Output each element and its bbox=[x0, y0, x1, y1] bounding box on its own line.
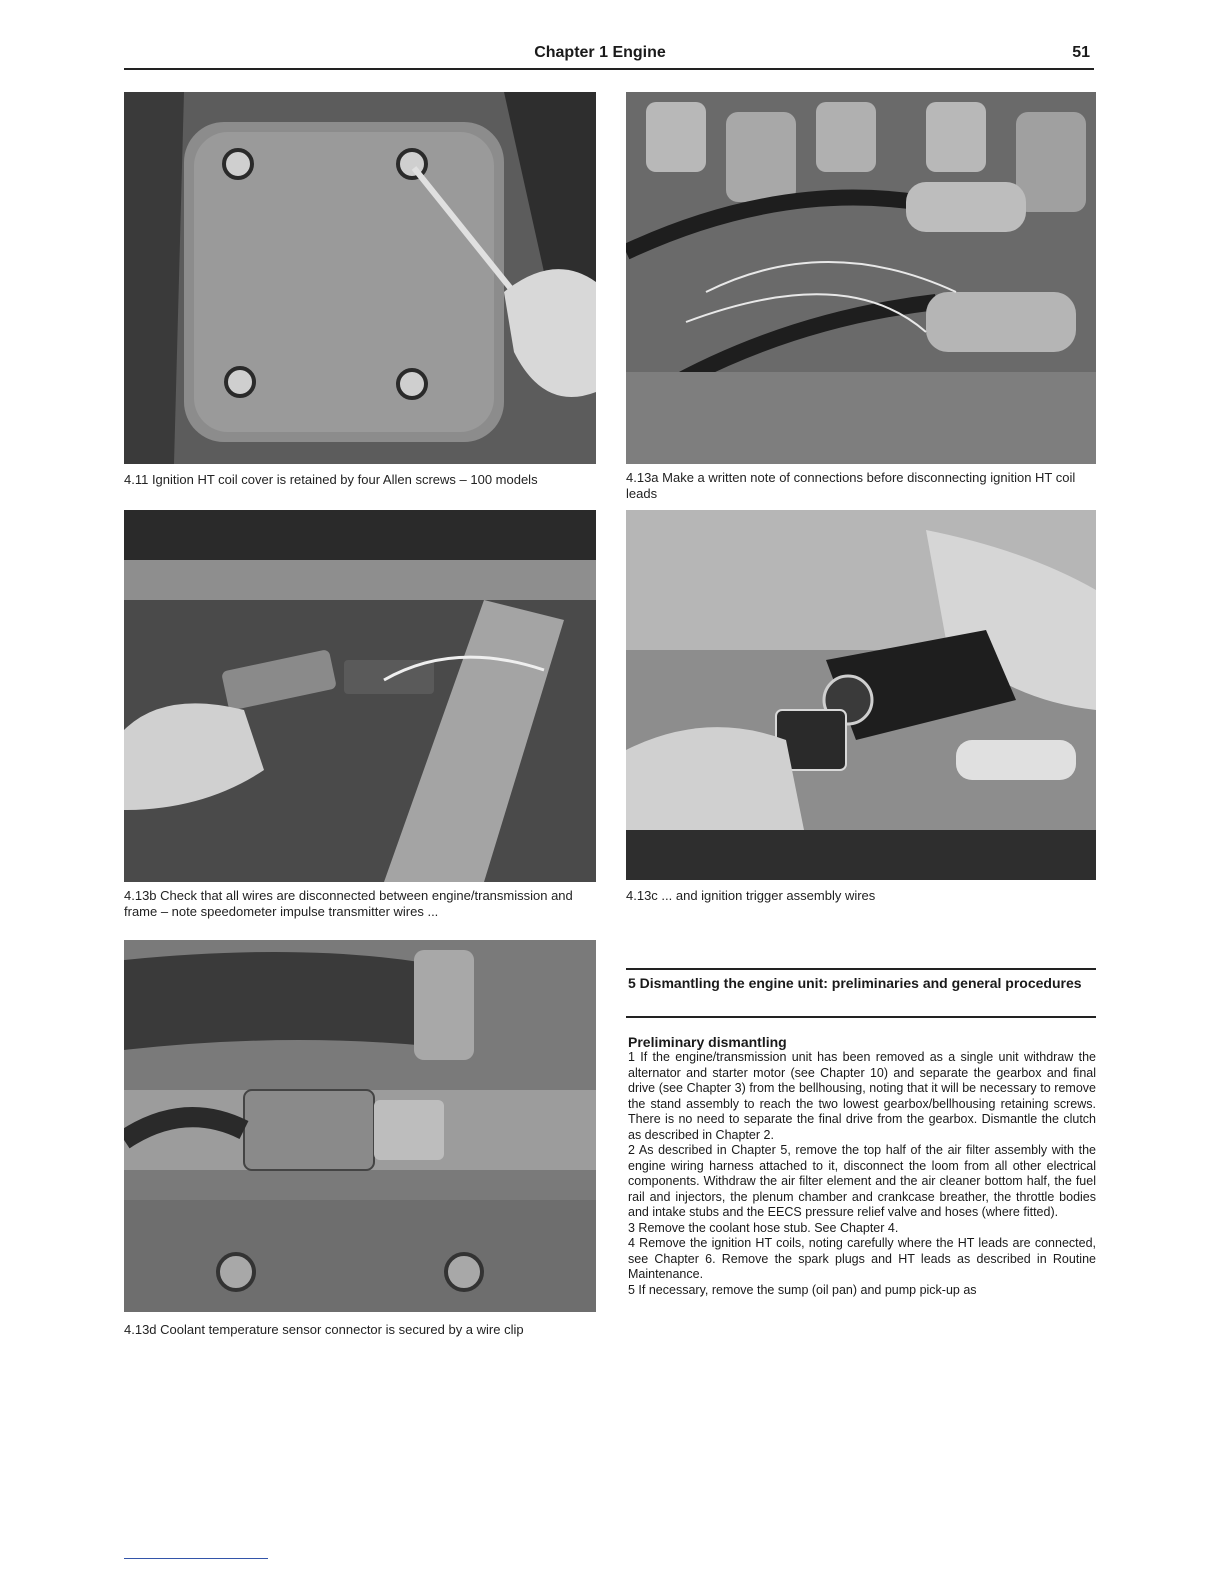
photo-coil-cover bbox=[124, 92, 596, 464]
paragraph: 5 If necessary, remove the sump (oil pan) and pump pick-up as bbox=[628, 1282, 977, 1297]
section-title: 5 Dismantling the engine unit: preliminaries and general procedures bbox=[628, 975, 1082, 991]
section-subheading: Preliminary dismantling bbox=[628, 1034, 787, 1050]
paragraph: 3 Remove the coolant hose stub. See Chapter 4. bbox=[628, 1220, 899, 1235]
photo-coolant-sensor bbox=[124, 940, 596, 1312]
footnote-rule bbox=[124, 1558, 268, 1559]
section-rule-top bbox=[626, 968, 1096, 970]
section-rule-bottom bbox=[626, 1016, 1096, 1018]
figure-caption: 4.13c ... and ignition trigger assembly wires bbox=[626, 888, 876, 903]
figure-caption: 4.13a Make a written note of connections before disconnecting ignition HT coil leads bbox=[626, 470, 1076, 501]
page-header-title: Chapter 1 Engine bbox=[534, 44, 666, 61]
photo-disconnected-wires bbox=[124, 510, 596, 882]
figure-caption: 4.11 Ignition HT coil cover is retained by four Allen screws – 100 models bbox=[124, 472, 538, 487]
page-number: 51 bbox=[1072, 44, 1090, 61]
paragraph: 1 If the engine/transmission unit has been removed as a single unit withdraw the alternator and starter motor (see Chapter 10) and separate the gearbox and final drive (see Chapter 3) from the bellhousing, noting that it will be necessary to remove the stand assembly to reach the two lowest gearbox/bellhousing retaining screws. There is no need to separate the final drive from the gearbox. Dismantle the clutch as described in Chapter 2. bbox=[628, 1050, 1096, 1142]
photo-ignition-trigger-wires bbox=[626, 510, 1096, 880]
paragraph: 2 As described in Chapter 5, remove the top half of the air filter assembly with the engine wiring harness attached to it, disconnect the loom from all other electrical components. Withdraw the air filter element and the air cleaner bottom half, the fuel rail and injectors, the plenum chamber and crankcase breather, the throttle bodies and intake stubs and the EECS pressure relief valve and hoses (where fitted). bbox=[628, 1143, 1096, 1219]
figure-caption: 4.13d Coolant temperature sensor connector is secured by a wire clip bbox=[124, 1322, 524, 1337]
section-body bbox=[628, 1050, 1096, 1298]
photo-ht-coil-leads bbox=[626, 92, 1096, 464]
paragraph: 4 Remove the ignition HT coils, noting carefully where the HT leads are connected, see Chapter 6. Remove the spark plugs and HT leads as described in Routine Maintenance. bbox=[628, 1236, 1096, 1281]
figure-caption: 4.13b Check that all wires are disconnected between engine/transmission and frame – note speedometer impulse transmitter wires ... bbox=[124, 888, 573, 919]
header-rule bbox=[124, 68, 1094, 70]
